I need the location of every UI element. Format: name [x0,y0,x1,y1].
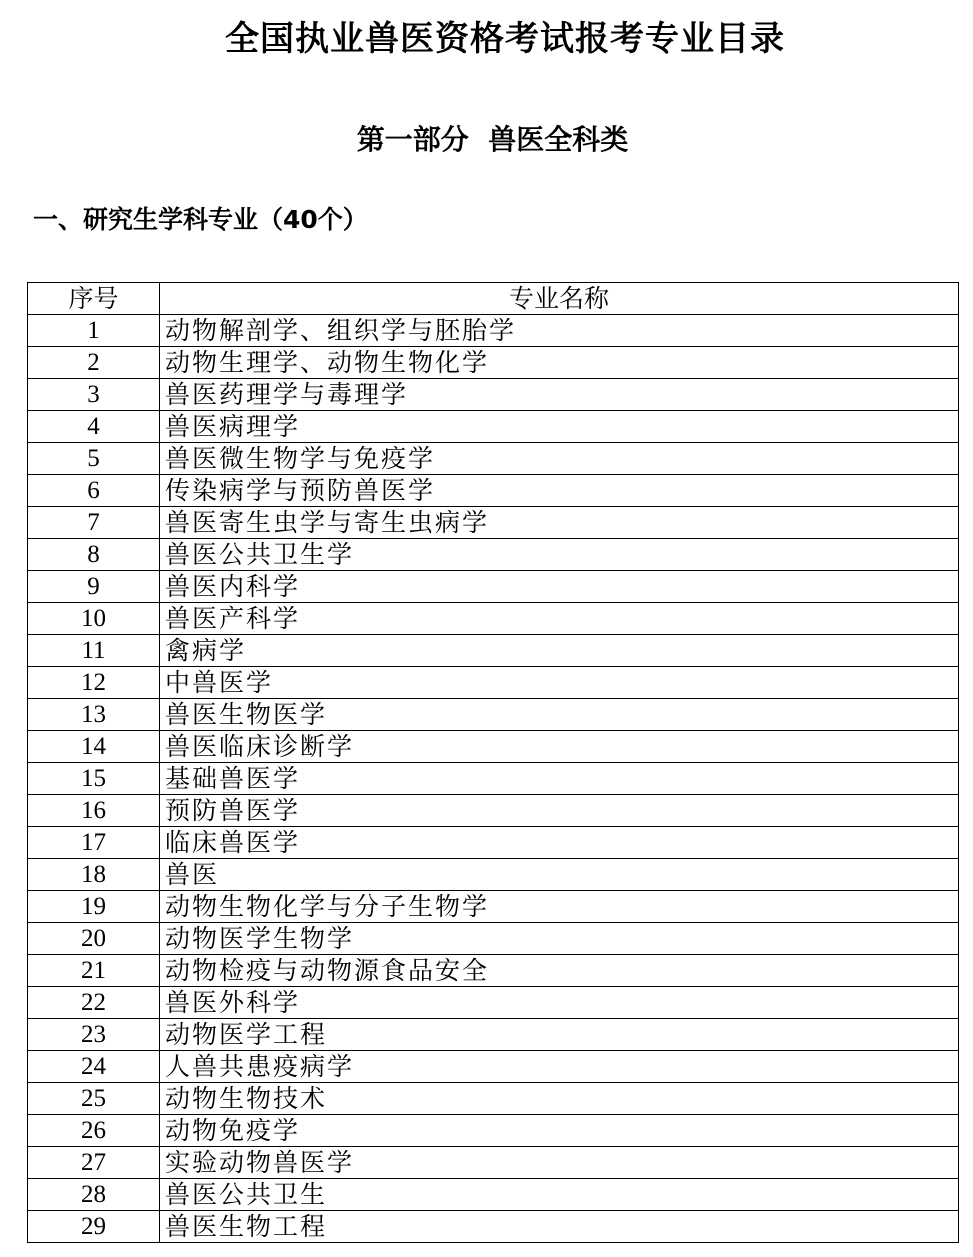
row-number: 9 [28,571,160,603]
header-name: 专业名称 [160,283,959,315]
table-row [28,795,959,827]
table-row [28,347,959,379]
header-number: 序号 [28,283,160,315]
table-row [28,379,959,411]
major-name: 兽医临床诊断学 [160,731,959,763]
major-name: 人兽共患疫病学 [160,1051,959,1083]
row-number: 7 [28,507,160,539]
table-row [28,507,959,539]
document-title: 全国执业兽医资格考试报考专业目录 [225,19,785,59]
major-name: 兽医寄生虫学与寄生虫病学 [160,507,959,539]
row-number: 13 [28,699,160,731]
row-number: 10 [28,603,160,635]
row-number: 24 [28,1051,160,1083]
table-row [28,1051,959,1083]
table-row [28,475,959,507]
major-name: 动物检疫与动物源食品安全 [160,955,959,987]
major-name: 动物免疫学 [160,1115,959,1147]
major-name: 兽医病理学 [160,411,959,443]
major-name: 预防兽医学 [160,795,959,827]
row-number: 8 [28,539,160,571]
row-number: 12 [28,667,160,699]
table-row [28,827,959,859]
row-number: 11 [28,635,160,667]
table-row [28,539,959,571]
major-name: 动物生物技术 [160,1083,959,1115]
major-name: 中兽医学 [160,667,959,699]
row-number: 22 [28,987,160,1019]
row-number: 15 [28,763,160,795]
major-name: 动物医学生物学 [160,923,959,955]
row-number: 21 [28,955,160,987]
table-row [28,1179,959,1211]
major-name: 兽医生物医学 [160,699,959,731]
table-row [28,411,959,443]
major-name: 兽医产科学 [160,603,959,635]
row-number: 1 [28,315,160,347]
row-number: 16 [28,795,160,827]
major-name: 兽医公共卫生学 [160,539,959,571]
table-row [28,603,959,635]
table-row [28,763,959,795]
table-row [28,731,959,763]
table-row [28,955,959,987]
row-number: 23 [28,1019,160,1051]
row-number: 6 [28,475,160,507]
major-name: 动物生理学、动物生物化学 [160,347,959,379]
major-name: 实验动物兽医学 [160,1147,959,1179]
table-row [28,987,959,1019]
major-name: 兽医生物工程 [160,1211,959,1243]
major-name: 动物解剖学、组织学与胚胎学 [160,315,959,347]
table-header-row [28,283,959,315]
row-number: 17 [28,827,160,859]
row-number: 26 [28,1115,160,1147]
table-row [28,859,959,891]
major-name: 兽医外科学 [160,987,959,1019]
row-number: 4 [28,411,160,443]
row-number: 28 [28,1179,160,1211]
table-row [28,1147,959,1179]
table-row [28,1211,959,1243]
row-number: 29 [28,1211,160,1243]
table-row [28,1115,959,1147]
major-name: 兽医内科学 [160,571,959,603]
row-number: 27 [28,1147,160,1179]
table-row [28,891,959,923]
section-heading: 一、研究生学科专业（40个） [33,205,368,234]
major-table [27,282,959,1243]
major-name: 动物生物化学与分子生物学 [160,891,959,923]
row-number: 5 [28,443,160,475]
major-name: 临床兽医学 [160,827,959,859]
row-number: 14 [28,731,160,763]
row-number: 19 [28,891,160,923]
row-number: 18 [28,859,160,891]
row-number: 2 [28,347,160,379]
major-name: 动物医学工程 [160,1019,959,1051]
major-name: 兽医公共卫生 [160,1179,959,1211]
table-row [28,699,959,731]
major-name: 基础兽医学 [160,763,959,795]
major-name: 兽医微生物学与免疫学 [160,443,959,475]
row-number: 3 [28,379,160,411]
table-row [28,667,959,699]
row-number: 20 [28,923,160,955]
table-row [28,1083,959,1115]
table-row [28,1019,959,1051]
table-row [28,635,959,667]
major-name: 兽医 [160,859,959,891]
table-row [28,443,959,475]
major-name: 传染病学与预防兽医学 [160,475,959,507]
part-title: 第一部分 兽医全科类 [356,123,629,156]
table-row [28,315,959,347]
table-body [28,315,959,1243]
table-row [28,923,959,955]
row-number: 25 [28,1083,160,1115]
major-name: 禽病学 [160,635,959,667]
major-name: 兽医药理学与毒理学 [160,379,959,411]
table-row [28,571,959,603]
